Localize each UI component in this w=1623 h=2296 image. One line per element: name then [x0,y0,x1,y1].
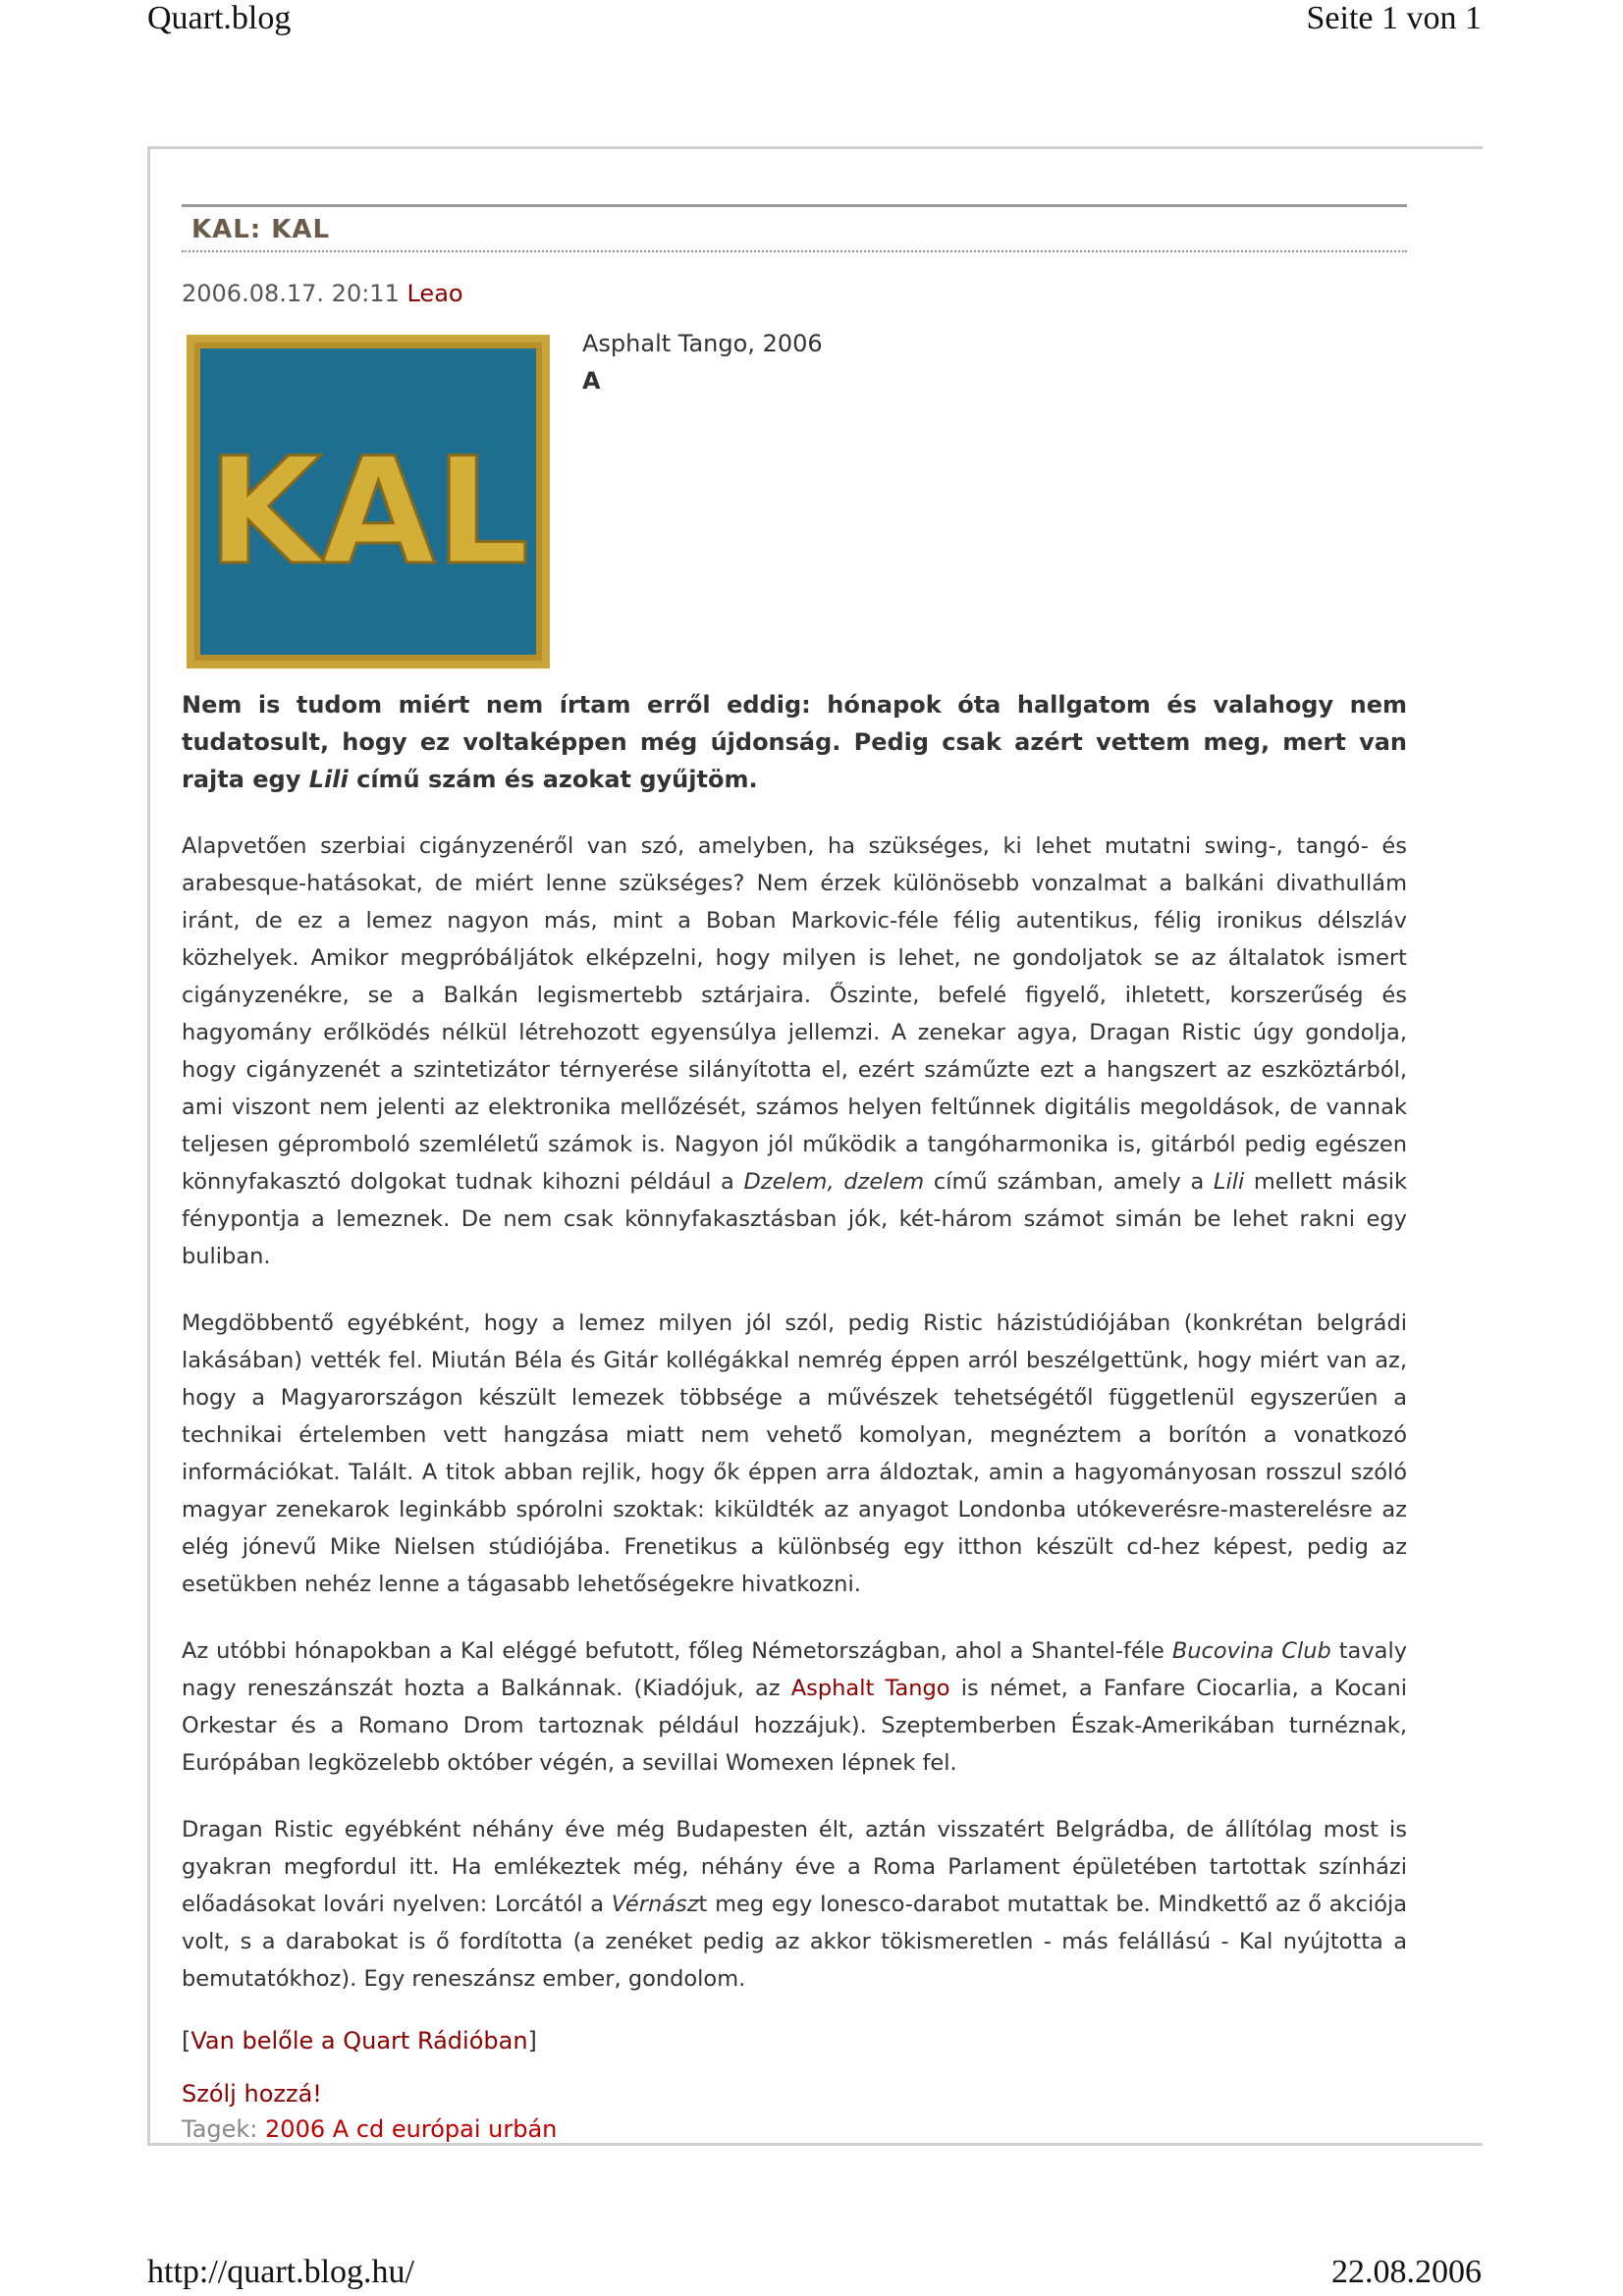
author-link[interactable]: Leao [406,280,463,307]
p4-title-vernasz: Vérnász [611,1892,699,1917]
p1-text-1: Alapvetően szerbiai cigányzenéről van szó, amelyben, ha szükséges, ki lehet mutatni swing-, tangó- és arabesque-hatásokat, de miért lenne szükséges? Nem érzek különösebb vonzalmat a balkáni divathullám iránt, de ez a lemez nagyon más, mint a Boban Markovic-féle félig autentikus, félig ironikus délszláv közhelyek. Amikor megpróbáljátok elképzelni, hogy milyen is lehet, ne gondoljatok se az általatok ismert cigányzenékre, se a Balkán legismertebb sztárjaira. Őszinte, befelé figyelő, ihletett, korszerűség és hagyomány erőlködés nélkül létrehozott egyensúlya jellemzi. A zenekar agya, Dragan Ristic úgy gondolja, hogy cigányzenét a szintetizátor térnyerése silányította el, ezért száműzte ezt a hangszert az eszköztárból, ami viszont nem jelenti az elektronika mellőzését, számos helyen feltűnnek digitális megoldások, de vannak teljesen gépromboló szemléletű számok is. Nagyon jól működik a tangóharmonika is, gitárból pedig egészen könnyfakasztó dolgokat tudnak kihozni például a [182,833,1407,1195]
tags-label: Tagek: [182,2115,258,2143]
tag-link[interactable]: európai [391,2115,481,2143]
p1-text-3: mellett másik fénypontja a lemeznek. De nem csak könnyfakasztásban jók, két-három számot simán be lehet rakni egy buliban. [182,1169,1407,1269]
p1-text-2: című számban, amely a [924,1169,1214,1195]
lead-title-lili: Lili [308,766,349,793]
print-header-site: Quart.blog [147,0,292,36]
lead-text-2: című szám és azokat gyűjtöm. [348,766,758,793]
album-cover-text: KAL [207,427,529,598]
tags-line [182,2115,1407,2143]
p3-text-1: Az utóbbi hónapokban a Kal eléggé befutott, főleg Németországban, ahol a Shantel-féle [182,1638,1172,1664]
radio-line [182,2027,1407,2055]
print-footer-date: 22.08.2006 [1331,2254,1482,2290]
print-footer-url: http://quart.blog.hu/ [147,2254,414,2290]
tag-link[interactable]: cd [355,2115,385,2143]
comment-line [182,2080,1407,2108]
post-content [182,204,1407,2143]
p1-title-lili: Lili [1213,1169,1245,1195]
album-info [582,325,823,400]
lead-text-1: Nem is tudom miért nem írtam erről eddig: hónapok óta hallgatom és valahogy nem tudatosult, hogy ez voltaképpen még újdonság. Pedig csak azért vettem meg, mert van rajta egy [182,691,1407,793]
album-row [182,325,1407,678]
tag-link[interactable]: A [332,2115,350,2143]
p3-text-3: is német, a Fanfare Ciocarlia, a Kocani Orkestar és a Romano Drom tartoznak például hozzájuk). Szeptemberben Észak-Amerikában turnéznak, Európában legközelebb október végén, a sevillai Womexen lépnek fel. [182,1676,1407,1776]
paragraph-2: Megdöbbentő egyébként, hogy a lemez milyen jól szól, pedig Ristic házistúdiójában (konkrétan belgrádi lakásában) vették fel. Miután Béla és Gitár kollégákkal nemrég éppen arról beszélgettünk, hogy miért van az, hogy a Magyarországon készült lemezek többsége a művészek tehetségétől függetlenül egyszerűen a technikai értelemben vett hangzása miatt nem vehető komolyan, megnéztem a borítón a vonatkozó információkat. Talált. A titok abban rejlik, hogy ők éppen arra áldoztak, amin a hagyományosan rosszul szóló magyar zenekarok leginkább spórolni szoktak: kiküldték az anyagot Londonba utókeverésre-masterelésre az elég jónevű Mike Nielsen stúdiójába. Frenetikus a különbség egy itthon készült cd-hez képest, pedig az esetükben nehéz lenne a tágasabb lehetőségekre hivatkozni. [182,1310,1407,1597]
p3-text-2: tavaly nagy reneszánszát hozta a Balkánnak. (Kiadójuk, az [182,1638,1408,1701]
print-footer [147,2254,1482,2291]
tag-link[interactable]: 2006 [265,2115,326,2143]
post-datetime: 2006.08.17. 20:11 [182,280,400,307]
tag-link[interactable]: urbán [488,2115,558,2143]
album-rating: A [582,367,601,395]
print-header-page: Seite 1 von 1 [1306,0,1482,36]
p4-text-1: Dragan Ristic egyébként néhány éve még Budapesten élt, aztán visszatért Belgrádba, de állítólag most is gyakran megfordul itt. Ha emlékeztek még, néhány éve a Roma Parlament épületében tartottak színházi előadásokat lovári nyelven: Lorcától a [182,1817,1407,1917]
p3-title-bucovina: Bucovina Club [1171,1638,1331,1664]
album-cover-image [187,335,550,668]
p1-title-dzelem: Dzelem, dzelem [743,1169,925,1195]
post-meta [182,280,1407,307]
print-header [147,0,1482,37]
paragraph-1 [182,828,1407,1275]
asphalt-tango-link[interactable]: Asphalt Tango [790,1676,950,1701]
post-title: KAL: KAL [182,204,1407,252]
radio-bracket-close: ] [527,2027,537,2055]
quart-radio-link[interactable]: Van belőle a Quart Rádióban [190,2027,528,2055]
album-label: Asphalt Tango, 2006 [582,330,823,357]
comment-link[interactable]: Szólj hozzá! [182,2080,322,2108]
radio-bracket-open: [ [182,2027,191,2055]
paragraph-4 [182,1811,1407,1998]
paragraph-3 [182,1632,1407,1782]
p4-text-2: t meg egy Ionesco-darabot mutattak be. Mindkettő az ő akciója volt, s a darabokat is ő fordította (a zenéket pedig az akkor tökismeretlen - más felállású - Kal nyújtotta a bemutatókhoz). Egy reneszánsz ember, gondolom. [182,1892,1407,1992]
lead-paragraph [182,686,1407,798]
